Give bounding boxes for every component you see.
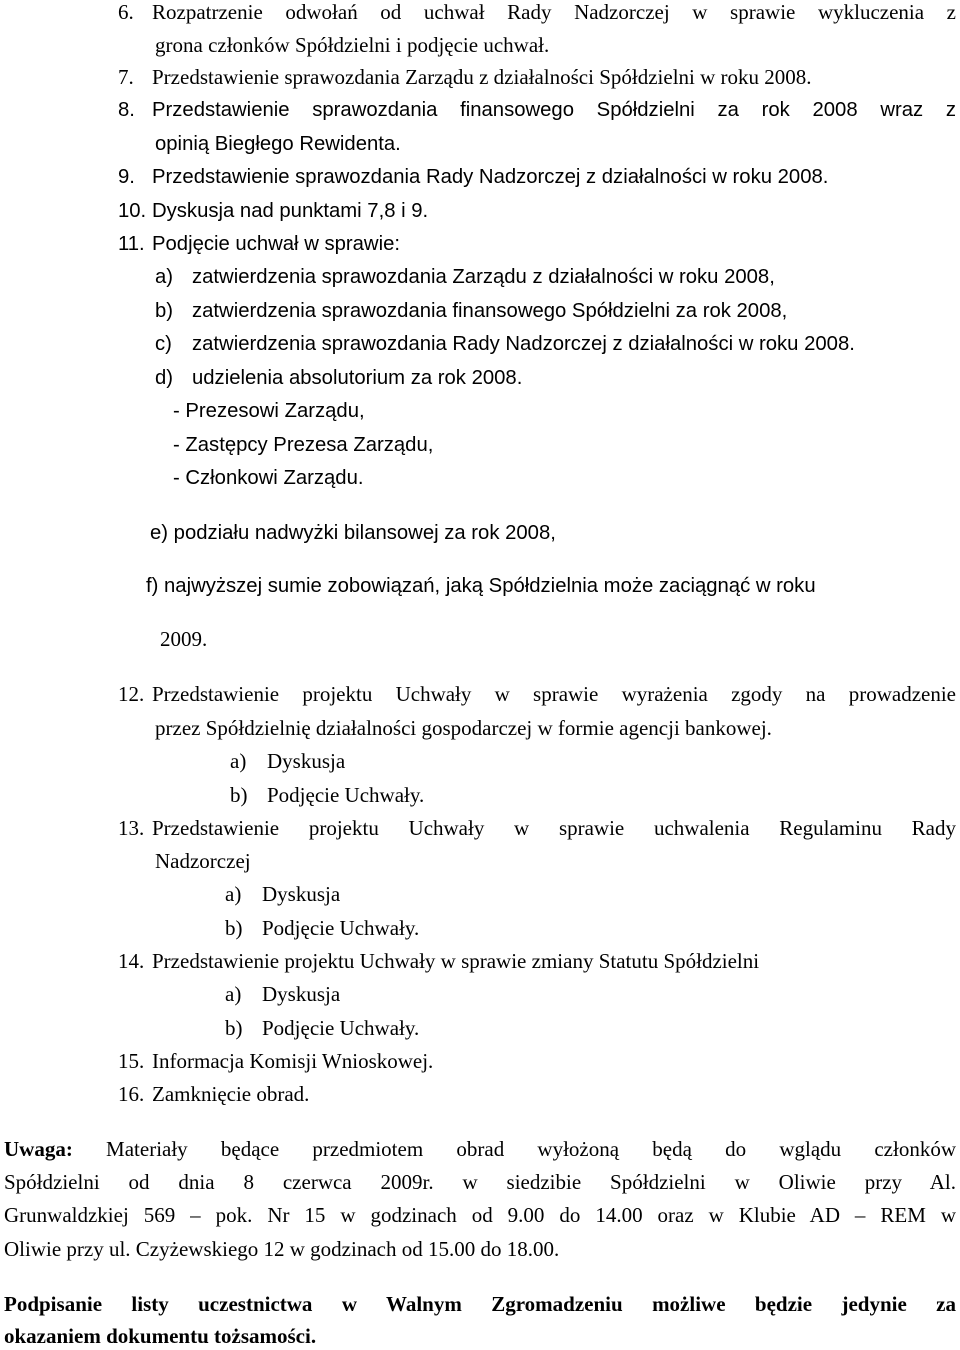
sub-letter: b) [155, 300, 174, 322]
sub-letter: c) [155, 333, 172, 355]
agenda-item-15 [118, 1047, 433, 1075]
item-text: Przedstawienie projektu Uchwały w sprawie wyrażenia zgody na prowadzenie [152, 682, 956, 706]
agenda-item-12-b [230, 781, 424, 809]
agenda-item-11-f-year: 2009. [160, 627, 208, 651]
sub-text: Podjęcie Uchwały. [262, 1016, 420, 1040]
sub-text: Dyskusja [267, 749, 346, 773]
item-number: 9. [118, 166, 135, 188]
item-number: 8. [118, 99, 135, 121]
item-number: 12. [118, 682, 145, 706]
sub-letter: b) [225, 1016, 243, 1040]
item-number: 10. [118, 200, 147, 222]
sub-letter: a) [155, 266, 174, 288]
agenda-item-11-d-3: - Członkowi Zarządu. [173, 467, 364, 489]
note-line-2: Spółdzielni od dnia 8 czerwca 2009r. w siedzibie Spółdzielni w Oliwie przy Al. [4, 1170, 956, 1194]
item-number: 13. [118, 816, 145, 840]
item-number: 7. [118, 65, 134, 89]
agenda-item-6 [118, 0, 956, 26]
agenda-item-11-d-1: - Prezesowi Zarządu, [173, 400, 365, 422]
agenda-item-11-d [155, 364, 522, 392]
agenda-item-6-cont: grona członków Spółdzielni i podjęcie uchwał. [155, 33, 550, 57]
agenda-item-11-d-2: - Zastępcy Prezesa Zarządu, [173, 434, 434, 456]
agenda-item-16 [118, 1080, 309, 1108]
agenda-item-11 [118, 230, 400, 258]
signing-line-2: okazaniem dokumentu tożsamości. [4, 1324, 317, 1348]
item-text: Rozpatrzenie odwołań od uchwał Rady Nadzorczej w sprawie wykluczenia z [152, 0, 956, 24]
item-text: Przedstawienie sprawozdania finansowego Spółdzielni za rok 2008 wraz z [152, 99, 956, 121]
agenda-item-12-a [230, 747, 345, 775]
sub-text: Dyskusja [262, 882, 341, 906]
sub-letter: d) [155, 367, 174, 389]
sub-text: zatwierdzenia sprawozdania finansowego Spółdzielni za rok 2008, [192, 300, 788, 322]
agenda-item-11-f: f) najwyższej sumie zobowiązań, jaką Spółdzielnia może zaciągnąć w roku [146, 575, 816, 597]
sub-text: Dyskusja [262, 982, 341, 1006]
agenda-item-11-b [155, 297, 787, 325]
sub-letter: b) [225, 916, 243, 940]
item-text: Informacja Komisji Wnioskowej. [152, 1049, 434, 1073]
note-text: Materiały będące przedmiotem obrad wyłożoną będą do wglądu członków [106, 1137, 956, 1161]
note-line-1 [4, 1135, 956, 1163]
sub-text: zatwierdzenia sprawozdania Zarządu z działalności w roku 2008, [192, 266, 775, 288]
note-line-4: Oliwie przy ul. Czyżewskiego 12 w godzinach od 15.00 do 18.00. [4, 1237, 560, 1261]
item-text: Podjęcie uchwał w sprawie: [152, 233, 400, 255]
sub-text: zatwierdzenia sprawozdania Rady Nadzorczej z działalności w roku 2008. [192, 333, 855, 355]
agenda-item-13 [118, 814, 956, 842]
agenda-item-11-a [155, 263, 775, 291]
agenda-item-14 [118, 947, 759, 975]
sub-letter: b) [230, 783, 248, 807]
note-line-3: Grunwaldzkiej 569 – pok. Nr 15 w godzinach od 9.00 do 14.00 oraz w Klubie AD – REM w [4, 1203, 956, 1227]
sub-letter: a) [230, 749, 247, 773]
item-text: Przedstawienie projektu Uchwały w sprawie zmiany Statutu Spółdzielni [152, 949, 760, 973]
item-number: 16. [118, 1082, 145, 1106]
agenda-item-11-e: e) podziału nadwyżki bilansowej za rok 2008, [150, 522, 556, 544]
agenda-item-11-c [155, 330, 855, 358]
agenda-item-8-cont: opinią Biegłego Rewidenta. [155, 133, 401, 155]
agenda-item-14-b [225, 1014, 419, 1042]
agenda-item-8 [118, 96, 956, 124]
agenda-item-13-b [225, 914, 419, 942]
item-number: 11. [118, 233, 145, 255]
item-text: Przedstawienie sprawozdania Rady Nadzorczej z działalności w roku 2008. [152, 166, 829, 188]
item-text: Przedstawienie projektu Uchwały w sprawie uchwalenia Regulaminu Rady [152, 816, 956, 840]
item-number: 6. [118, 0, 134, 24]
item-text: Dyskusja nad punktami 7,8 i 9. [152, 200, 429, 222]
note-label: Uwaga: [4, 1137, 73, 1161]
agenda-item-13-a [225, 880, 340, 908]
sub-text: udzielenia absolutorium za rok 2008. [192, 367, 523, 389]
signing-line-1: Podpisanie listy uczestnictwa w Walnym Zgromadzeniu możliwe będzie jedynie za [4, 1292, 956, 1316]
sub-text: Podjęcie Uchwały. [267, 783, 425, 807]
sub-letter: a) [225, 982, 242, 1006]
sub-text: Podjęcie Uchwały. [262, 916, 420, 940]
sub-letter: a) [225, 882, 242, 906]
agenda-item-12-cont: przez Spółdzielnię działalności gospodarczej w formie agencji bankowej. [155, 716, 772, 740]
item-number: 15. [118, 1049, 145, 1073]
agenda-item-7 [118, 63, 812, 91]
agenda-item-13-cont: Nadzorczej [155, 849, 251, 873]
agenda-item-9 [118, 163, 828, 191]
agenda-item-14-a [225, 980, 340, 1008]
item-text: Przedstawienie sprawozdania Zarządu z działalności Spółdzielni w roku 2008. [152, 65, 812, 89]
item-text: Zamknięcie obrad. [152, 1082, 310, 1106]
agenda-item-10 [118, 197, 428, 225]
item-number: 14. [118, 949, 145, 973]
agenda-item-12 [118, 680, 956, 708]
